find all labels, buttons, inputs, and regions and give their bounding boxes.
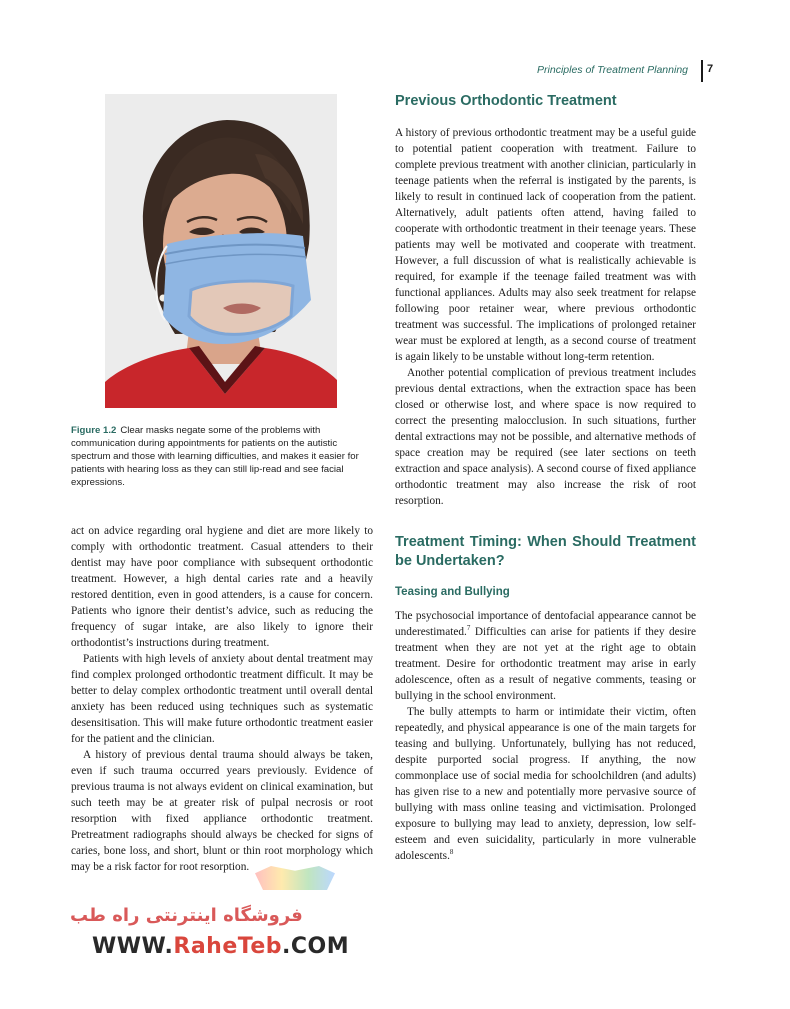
body-paragraph: The bully attempts to harm or intimidate their victim, often repeatedly, and physical appearance is one of the main targets for teasing and bullying. Unfortunately, bullying has not reduced, despite purported social progress. If anything, the now commonplace use of social media for schoolchildren (and adults) has given rise to a new and potentially more pervasive source of bullying with mass online teasing and victimisation. Prolonged exposure to bullying may lead to anxiety, depression, low self-esteem and even suicidality, particularly in more vulnerable adolescents.$^8$ (395, 706, 696, 862)
watermark-url: WWW.RaheTeb.COM (92, 934, 350, 959)
figure-label: Figure 1.2 (71, 425, 117, 436)
header-divider (701, 60, 703, 82)
body-paragraph: act on advice regarding oral hygiene and diet are more likely to comply with orthodontic treatment. Casual attenders to their dentist may have poor compliance with subsequent orthodontic treatment. However, a high dental caries rate and a heavily restored dentition, even in good attenders, is a cause for concern. Patients who ignore their dentist’s advice, such as reducing the frequency of sugar intake, are also likely to ignore their orthodontist’s instructions during treatment. (71, 525, 373, 649)
figure-photo-woman-clear-mask (105, 94, 337, 408)
subsection-heading-teasing-bullying: Teasing and Bullying (395, 586, 510, 598)
section-heading-treatment-timing: Treatment Timing: When Should Treatment be Undertaken? (395, 534, 696, 569)
watermark-persian-text: فروشگاه اینترنتی راه طب (70, 905, 303, 926)
reference-superscript: 7 (466, 624, 471, 633)
body-paragraph: Patients with high levels of anxiety about dental treatment may find complex prolonged orthodontic treatment difficult. It may be better to delay complex orthodontic treatment until overall dental anxiety has been reduced using techniques such as systematic desensitisation. This will make future orthodontic treatment easier for the patient and the clinician. (71, 653, 373, 745)
figure-caption (71, 424, 371, 489)
body-paragraph: The psychosocial importance of dentofacial appearance cannot be underestimated.$^7$ Difficulties can arise for patients if they desire treatment when they are not yet at the right age to obtain treatment. Desire for orthodontic treatment may arise in early adolescence, often as a result of negative comments, teasing or bullying in the school environment. (395, 610, 696, 702)
body-paragraph: A history of previous orthodontic treatment may be a useful guide to potential patient cooperation with treatment. Failure to complete previous treatment with another clinician, particularly in teenage patients when the referral is instigated by the parents, is likely to result in continued lack of cooperation from the patient. Alternatively, adult patients often attend, having failed to cooperate with orthodontic treatment in their teenage years. These patients may well be motivated and cooperate with treatment. However, a full discussion of what is realistically achievable is required, for example if the teenage failed treatment was with functional appliances. Adults may also seek treatment for relapse following poor retainer wear, where previous orthodontic treatment was successful. The implications of prolonged retainer wear must be explored at length, as a second course of treatment is again likely to be unstable without long-term retention. (395, 127, 696, 363)
figure-caption-text: Clear masks negate some of the problems with communication during appointments for patients on the autistic spectrum and those with learning difficulties, and makes it easier for patients with hearing loss as they can still lip-read and see facial expressions. (71, 425, 359, 488)
section-heading-previous-treatment: Previous Orthodontic Treatment (395, 93, 617, 109)
body-paragraph: Another potential complication of previous treatment includes previous dental extractions, when the extraction space has been closed or otherwise lost, and where space is now required to correct the presenting malocclusion. In such situations, further dental extractions may not be possible, and alternative methods of space creation may be required (see later sections on teeth extraction and space analysis). A second course of fixed appliance orthodontic treatment may also increase the risk of root resorption. (395, 367, 696, 507)
reference-superscript: 8 (449, 848, 454, 857)
right-column (395, 125, 696, 864)
left-column (71, 523, 373, 875)
running-header-title: Principles of Treatment Planning (537, 64, 688, 76)
body-paragraph: A history of previous dental trauma should always be taken, even if such trauma occurred years previously. Evidence of previous trauma is not always evident on clinical examination, but such teeth may be at greater risk of pulpal necrosis or root resorption with fixed appliance orthodontic treatment. Pretreatment radiographs should always be checked for signs of caries, bone loss, and short, blunt or thin root morphology which may be a risk factor for root resorption. (71, 749, 373, 873)
page-number: 7 (707, 63, 714, 75)
